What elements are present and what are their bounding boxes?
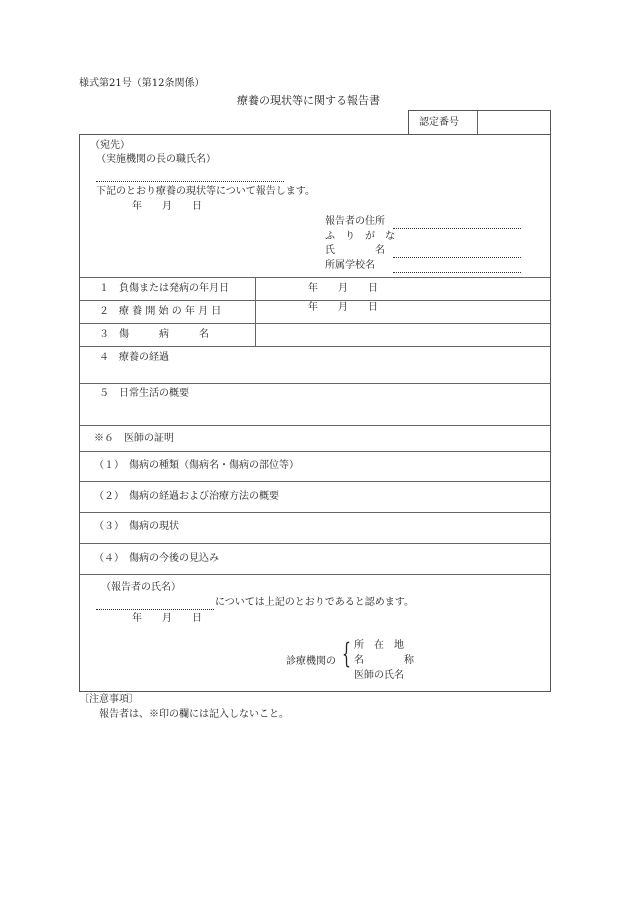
cert-number-field[interactable] — [483, 117, 545, 129]
section-treatment-progress: ４ 療養の経過 — [99, 352, 169, 363]
cert-reporter-name-field[interactable] — [96, 597, 214, 610]
cert-number-box — [408, 110, 551, 134]
row-onset-date-value[interactable]: 年 月 日 — [308, 283, 378, 294]
institution-name-label: 名 称 — [354, 655, 414, 666]
notes-heading: 〔注意事項〕 — [79, 694, 139, 705]
institution-prefix: 診療機関の — [286, 656, 336, 667]
section-doctor-certificate: ※６ 医師の証明 — [94, 433, 174, 444]
cert-reporter-name-label: （報告者の氏名） — [101, 582, 181, 593]
addressee-field[interactable] — [96, 169, 284, 182]
sub-illness-prognosis: （４） 傷病の今後の見込み — [94, 553, 219, 564]
row-onset-date-label: １ 負傷または発病の年月日 — [99, 283, 229, 294]
intro-text: 下記のとおり療養の現状等について報告します。 — [96, 186, 315, 197]
sub-illness-course: （２） 傷病の経過および治療方法の概要 — [94, 491, 279, 502]
reporter-furigana-label: ふ り が な — [325, 231, 395, 242]
row-illness-name-value[interactable] — [260, 329, 545, 341]
reporter-name-label: 氏 名 — [325, 245, 385, 256]
sub-illness-status: （３） 傷病の現状 — [94, 521, 179, 532]
reporter-name-field[interactable] — [393, 245, 521, 258]
report-date: 年 月 日 — [132, 201, 202, 212]
cert-number-label: 認定番号 — [419, 117, 459, 128]
reporter-school-field[interactable] — [393, 260, 521, 273]
cert-date: 年 月 日 — [132, 613, 202, 624]
form-number: 様式第21号（第12条関係） — [79, 78, 205, 89]
row-illness-name-label: ３ 傷 病 名 — [99, 329, 209, 340]
section-daily-life: ５ 日常生活の概要 — [99, 388, 189, 399]
reporter-address-field[interactable] — [393, 216, 521, 229]
notes-text: 報告者は、※印の欄には記入しないこと。 — [99, 709, 289, 720]
row-start-date-value[interactable]: 年 月 日 — [308, 302, 378, 313]
row-start-date-label: ２ 療 養 開 始 の 年 月 日 — [99, 306, 222, 317]
report-form — [79, 134, 551, 692]
addressee-label: （実施機関の長の職氏名） — [96, 154, 216, 165]
reporter-address-label: 報告者の住所 — [325, 216, 385, 227]
cert-statement: については上記のとおりであると認めます。 — [215, 597, 414, 608]
addressee-heading: （宛先） — [90, 140, 130, 151]
page-title: 療養の現状等に関する報告書 — [237, 94, 380, 107]
doctor-name-label: 医師の氏名 — [354, 670, 404, 681]
institution-location-label: 所 在 地 — [354, 640, 404, 651]
sub-illness-type: （１） 傷病の種類（傷病名・傷病の部位等） — [94, 460, 299, 471]
brace-icon: { — [342, 637, 351, 670]
reporter-school-label: 所属学校名 — [325, 260, 375, 271]
